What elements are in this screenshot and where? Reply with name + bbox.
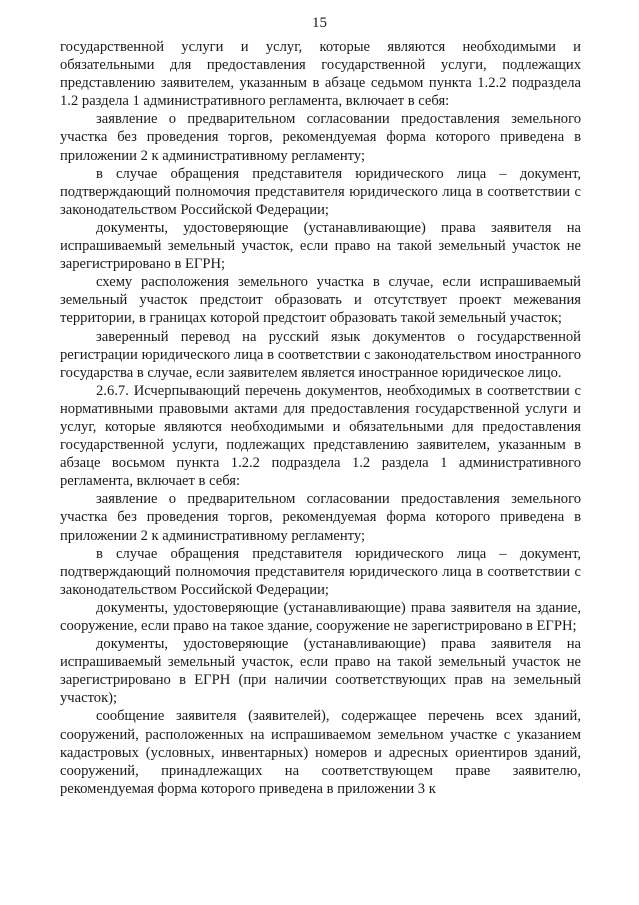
page-number: 15 [312, 15, 327, 31]
paragraph: сообщение заявителя (заявителей), содержащее перечень всех зданий, сооружений, расположенных на испрашиваемом земельном участке с указанием кадастровых (условных, инвентарных) номеров и адресных ориентиров зданий, сооружений, принадлежащих на соответствующем праве заявителю, рекомендуемая форма которого приведена в приложении 3 к [60, 708, 581, 797]
paragraph: 2.6.7. Исчерпывающий перечень документов, необходимых в соответствии с нормативными правовыми актами для предоставления государственной услуги и услуг, которые являются необходимыми и обязательными для предоставления государственной услуги, подлежащих представлению заявителем, указанным в абзаце восьмом пункта 1.2.2 подраздела 1.2 раздела 1 административного регламента, включает в себя: [60, 382, 581, 490]
paragraph: документы, удостоверяющие (устанавливающие) права заявителя на испрашиваемый земельный участок, если право на такой земельный участок не зарегистрировано в ЕГРН; [60, 219, 581, 273]
paragraph: государственной услуги и услуг, которые являются необходимыми и обязательными для предоставления государственной услуги, подлежащих представлению заявителем, указанным в абзаце седьмом пункта 1.2.2 подраздела 1.2 раздела 1 административного регламента, включает в себя: [60, 39, 581, 110]
paragraph: в случае обращения представителя юридического лица – документ, подтверждающий полномочия представителя юридического лица в соответствии с законодательством Российской Федерации; [60, 165, 581, 218]
paragraph: документы, удостоверяющие (устанавливающие) права заявителя на испрашиваемый земельный участок, если право на такой земельный участок не зарегистрировано в ЕГРН (при наличии соответствующих прав на земельный участок); [60, 636, 581, 707]
document-body [60, 38, 581, 798]
paragraph: документы, удостоверяющие (устанавливающие) права заявителя на здание, сооружение, если право на такое здание, сооружение не зарегистрировано в ЕГРН; [60, 599, 581, 634]
paragraph: схему расположения земельного участка в случае, если испрашиваемый земельный участок предстоит образовать и отсутствует проект межевания территории, в границах которой предстоит образовать такой земельный участок; [60, 274, 581, 327]
paragraph: заявление о предварительном согласовании предоставления земельного участка без проведения торгов, рекомендуемая форма которого приведена в приложении 2 к административному регламенту; [60, 111, 581, 164]
paragraph: в случае обращения представителя юридического лица – документ, подтверждающий полномочия представителя юридического лица в соответствии с законодательством Российской Федерации; [60, 545, 581, 598]
paragraph: заявление о предварительном согласовании предоставления земельного участка без проведения торгов, рекомендуемая форма которого приведена в приложении 2 к административному регламенту; [60, 491, 581, 544]
paragraph: заверенный перевод на русский язык документов о государственной регистрации юридического лица в соответствии с законодательством иностранного государства в случае, если заявителем является иностранное юридическое лицо. [60, 328, 581, 381]
